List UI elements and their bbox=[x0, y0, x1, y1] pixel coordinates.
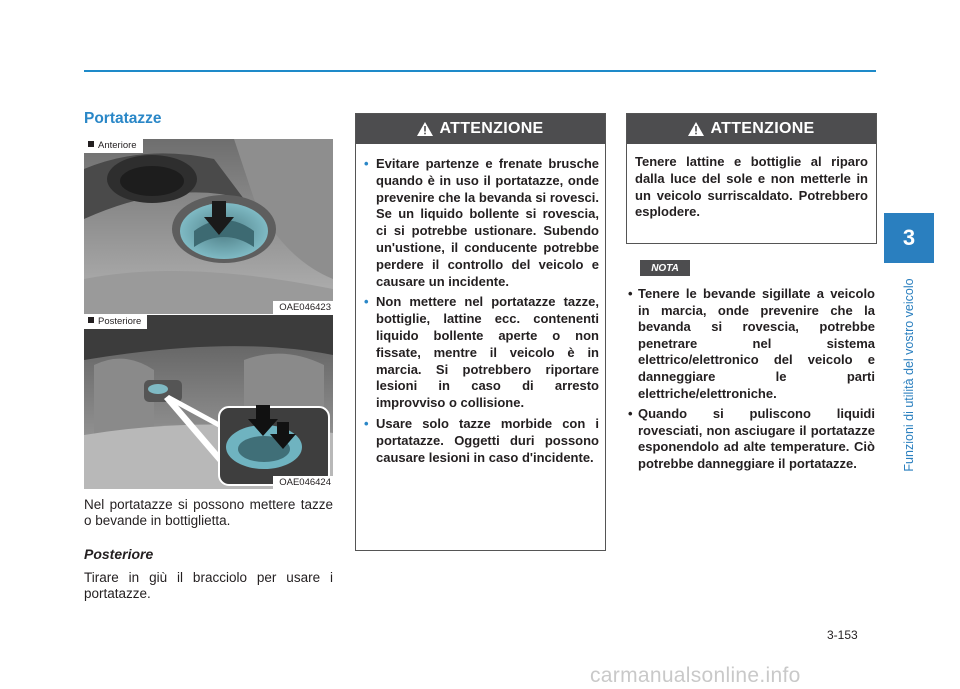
top-rule bbox=[84, 70, 876, 72]
figure-code-rear: OAE046424 bbox=[273, 476, 333, 489]
warning-list bbox=[356, 144, 605, 466]
note-list bbox=[626, 286, 875, 477]
figure-code-front: OAE046423 bbox=[273, 301, 333, 314]
warning-title: ATTENZIONE bbox=[710, 120, 815, 137]
figure-tag-rear: Posteriore bbox=[84, 315, 147, 329]
warning-item: • Usare solo tazze morbide con i portatazze. Oggetti duri possono causare lesioni in caso d'incidente. bbox=[364, 416, 599, 466]
section-title: Portatazze bbox=[84, 110, 162, 127]
watermark: carmanualsonline.info bbox=[590, 664, 801, 687]
warning-triangle-icon bbox=[417, 122, 433, 136]
warning-box-main bbox=[355, 113, 606, 551]
front-cupholder-photo bbox=[84, 139, 333, 314]
rear-cupholder-photo bbox=[84, 315, 333, 489]
warning-title: ATTENZIONE bbox=[439, 120, 544, 137]
nota-badge: NOTA bbox=[640, 260, 690, 276]
warning-triangle-icon bbox=[688, 122, 704, 136]
warning-header bbox=[356, 114, 605, 144]
intro-paragraph: Nel portatazze si possono mettere tazze o bevande in bottiglietta. bbox=[84, 497, 333, 528]
warning-item: • Evitare partenze e frenate brusche quando è in uso il portatazze, onde prevenire che la bevanda si rovesci. Se un liquido bollente si rovescia, ci si potrebbe ustionare. Subendo un'ustione, il conducente potrebbe perdere il controllo del veicolo e causare un incidente. bbox=[364, 156, 599, 290]
note-item: • Quando si puliscono liquidi rovesciati, non asciugare il portatazze esponendolo ad alte temperature. Ciò potrebbe danneggiare il portatazze. bbox=[626, 406, 875, 472]
figure-tag-front: Anteriore bbox=[84, 139, 143, 153]
subheading-posteriore: Posteriore bbox=[84, 546, 154, 562]
note-item: • Tenere le bevande sigillate a veicolo in marcia, onde prevenire che la bevanda si rovescia, potrebbe penetrare nel sistema elettrico/elettronico del veicolo e danneggiare le parti elettriche/elettroniche. bbox=[626, 286, 875, 402]
warning-text: Tenere lattine e bottiglie al riparo dalla luce del sole e non metterle in un veicolo surriscaldato. Potrebbero esplodere. bbox=[635, 154, 868, 220]
chapter-title-vertical: Funzioni di utilità del vostro veicolo bbox=[902, 278, 916, 472]
warning-box-heat bbox=[626, 113, 877, 244]
rear-instructions-paragraph: Tirare in giù il bracciolo per usare i portatazze. bbox=[84, 570, 333, 601]
warning-item: • Non mettere nel portatazze tazze, bottiglie, lattine ecc. contenenti liquido bollente aperte o non fissate, mentre il veicolo è in marcia. Si potrebbero riportare lesioni in caso di arresto improvviso o collisione. bbox=[364, 294, 599, 412]
warning-header bbox=[627, 114, 876, 144]
chapter-tab[interactable]: 3 bbox=[884, 213, 934, 263]
page-number: 3-153 bbox=[827, 628, 858, 642]
